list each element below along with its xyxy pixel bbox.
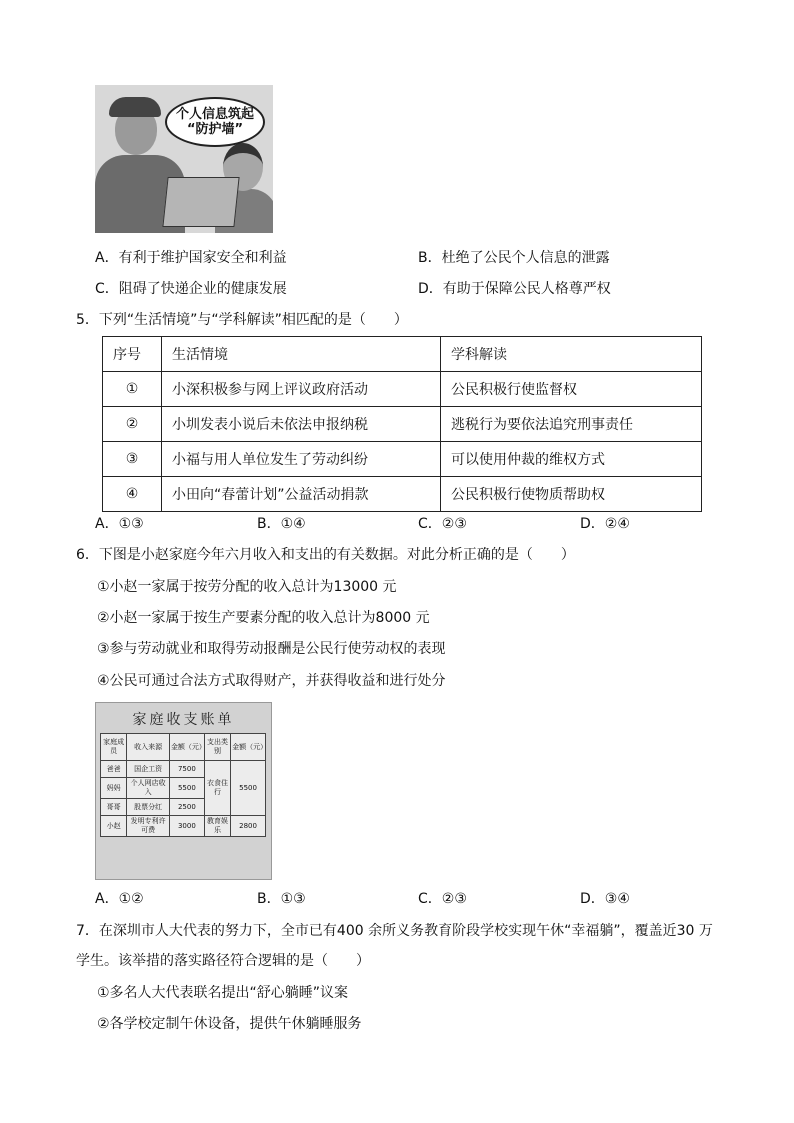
q6-option-c: C．②③ bbox=[418, 891, 467, 907]
ledger-source: 发明专利许可费 bbox=[127, 816, 170, 837]
ledger-expense-category: 衣食住行 bbox=[204, 761, 230, 816]
q6-option-b: B．①③ bbox=[257, 891, 306, 907]
ledger-amount: 7500 bbox=[169, 761, 204, 778]
q7-statement-2: ②各学校定制午休设备，提供午休躺睡服务 bbox=[97, 1016, 362, 1032]
interpretation-cell: 可以使用仲裁的维权方式 bbox=[441, 442, 702, 477]
q5-option-a: A．①③ bbox=[95, 516, 144, 532]
row-number: ④ bbox=[103, 477, 162, 512]
ledger-table bbox=[100, 733, 266, 837]
q4-option-a: A．有利于维护国家安全和利益 bbox=[95, 250, 287, 266]
q6-option-a: A．①② bbox=[95, 891, 144, 907]
ledger-source: 股票分红 bbox=[127, 799, 170, 816]
q7-stem-line-2: 学生。该举措的落实路径符合逻辑的是（ ） bbox=[76, 953, 370, 969]
ledger-member: 妈妈 bbox=[101, 778, 127, 799]
courier-illustration bbox=[95, 85, 273, 233]
q5-table bbox=[102, 336, 702, 512]
table-row bbox=[103, 477, 702, 512]
scenario-cell: 小深积极参与网上评议政府活动 bbox=[162, 372, 441, 407]
scenario-cell: 小福与用人单位发生了劳动纠纷 bbox=[162, 442, 441, 477]
courier-cap bbox=[109, 97, 161, 117]
ledger-amount: 2500 bbox=[169, 799, 204, 816]
scenario-cell: 小圳发表小说后未依法申报纳税 bbox=[162, 407, 441, 442]
q6-stem: 6．下图是小赵家庭今年六月收入和支出的有关数据。对此分析正确的是（ ） bbox=[76, 547, 575, 563]
ledger-source: 国企工资 bbox=[127, 761, 170, 778]
speech-bubble bbox=[165, 97, 265, 147]
row-number: ① bbox=[103, 372, 162, 407]
ledger-row bbox=[101, 761, 266, 778]
q5-option-d: D．②④ bbox=[580, 516, 630, 532]
ledger-header: 金额（元） bbox=[169, 734, 204, 761]
ledger-header: 金额（元） bbox=[231, 734, 266, 761]
q6-statement-1: ①小赵一家属于按劳分配的收入总计为13000 元 bbox=[97, 579, 397, 595]
ledger-header: 家庭成员 bbox=[101, 734, 127, 761]
ledger-source: 个人网店收入 bbox=[127, 778, 170, 799]
parcel-box bbox=[162, 177, 239, 227]
q6-statement-2: ②小赵一家属于按生产要素分配的收入总计为8000 元 bbox=[97, 610, 430, 626]
ledger-header-row bbox=[101, 734, 266, 761]
ledger-row bbox=[101, 816, 266, 837]
q4-option-b: B．杜绝了公民个人信息的泄露 bbox=[418, 250, 610, 266]
bubble-text-2: “防护墙” bbox=[186, 122, 244, 137]
scenario-cell: 小田向“春蕾计划”公益活动捐款 bbox=[162, 477, 441, 512]
q4-option-d: D．有助于保障公民人格尊严权 bbox=[418, 281, 611, 297]
ledger-expense-amount: 5500 bbox=[231, 761, 266, 816]
row-number: ② bbox=[103, 407, 162, 442]
q4-option-c: C．阻碍了快递企业的健康发展 bbox=[95, 281, 287, 297]
q6-statement-3: ③参与劳动就业和取得劳动报酬是公民行使劳动权的表现 bbox=[97, 641, 446, 657]
table-header-row bbox=[103, 337, 702, 372]
interpretation-cell: 公民积极行使物质帮助权 bbox=[441, 477, 702, 512]
ledger-photo bbox=[95, 702, 272, 880]
ledger-member: 爸爸 bbox=[101, 761, 127, 778]
bubble-text-1: 个人信息筑起 bbox=[175, 107, 254, 122]
q6-option-d: D．③④ bbox=[580, 891, 630, 907]
ledger-member: 小赵 bbox=[101, 816, 127, 837]
ledger-amount: 3000 bbox=[169, 816, 204, 837]
row-number: ③ bbox=[103, 442, 162, 477]
table-row bbox=[103, 407, 702, 442]
ledger-header: 支出类别 bbox=[204, 734, 230, 761]
ledger-amount: 5500 bbox=[169, 778, 204, 799]
q6-statement-4: ④公民可通过合法方式取得财产，并获得收益和进行处分 bbox=[97, 673, 446, 689]
table-row bbox=[103, 372, 702, 407]
q7-statement-1: ①多名人大代表联名提出“舒心躺睡”议案 bbox=[97, 985, 349, 1001]
interpretation-cell: 公民积极行使监督权 bbox=[441, 372, 702, 407]
ledger-expense-amount: 2800 bbox=[231, 816, 266, 837]
header-cell: 序号 bbox=[103, 337, 162, 372]
interpretation-cell: 逃税行为要依法追究刑事责任 bbox=[441, 407, 702, 442]
header-cell: 学科解读 bbox=[441, 337, 702, 372]
q5-stem: 5．下列“生活情境”与“学科解读”相匹配的是（ ） bbox=[76, 312, 408, 328]
ledger-title: 家庭收支账单 bbox=[132, 712, 235, 728]
q7-stem-line-1: 7．在深圳市人大代表的努力下，全市已有400 余所义务教育阶段学校实现午休“幸福躺”，覆盖近30 万 bbox=[76, 923, 713, 939]
q5-option-b: B．①④ bbox=[257, 516, 306, 532]
header-cell: 生活情境 bbox=[162, 337, 441, 372]
ledger-member: 哥哥 bbox=[101, 799, 127, 816]
ledger-header: 收入来源 bbox=[127, 734, 170, 761]
table-row bbox=[103, 442, 702, 477]
ledger-expense-category: 教育娱乐 bbox=[204, 816, 230, 837]
q5-option-c: C．②③ bbox=[418, 516, 467, 532]
